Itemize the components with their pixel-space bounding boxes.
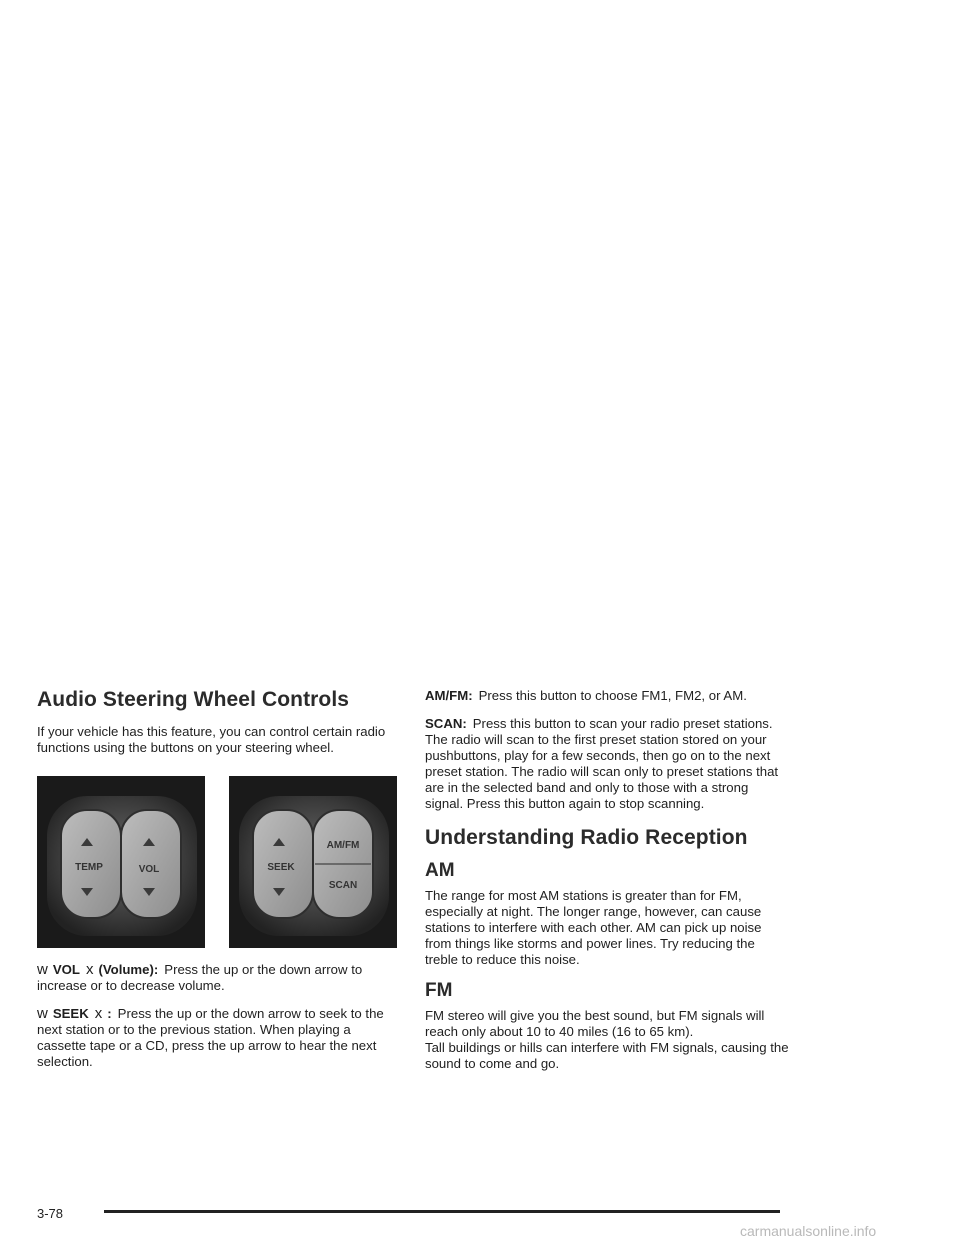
up-arrow-icon: w: [37, 1005, 48, 1022]
footer-rule: [104, 1210, 780, 1213]
right-column: [425, 688, 790, 1072]
scan-text: Press this button to scan your radio preset stations. The radio will scan to the first preset station stored on your pushbuttons, play for a few seconds, then go on to the next preset station. The radio will scan only to preset stations that are in the selected band and only to those with a strong signal. Press this button again to stop scanning.: [425, 716, 779, 811]
down-arrow-icon: x: [94, 1005, 103, 1022]
steering-control-photos: [37, 776, 397, 950]
vol-paragraph: [37, 962, 397, 994]
scan-label: SCAN: [328, 880, 358, 891]
intro-paragraph: If your vehicle has this feature, you can control certain radio functions using the buttons on your steering wheel.: [37, 724, 386, 755]
vol-label: VOL: [138, 864, 160, 875]
amfm-paragraph: [425, 688, 790, 704]
am-paragraph: The range for most AM stations is greater than for FM, especially at night. The longer range, however, can cause stations to interfere with each other. AM can pick up noise from things like storms and power lines. Try reducing the treble to reduce this noise.: [425, 888, 762, 967]
up-arrow-icon: w: [37, 961, 48, 978]
page-number: 3-78: [37, 1206, 64, 1221]
seek-lead: SEEK: [52, 1006, 89, 1021]
temp-vol-controls-photo: [37, 776, 205, 948]
fm-paragraph: [425, 1008, 790, 1072]
left-column: [37, 688, 397, 1082]
temp-label: TEMP: [75, 862, 103, 873]
vol-paren: (Volume):: [98, 962, 159, 977]
section-title: Audio Steering Wheel Controls: [37, 688, 350, 711]
reception-title: Understanding Radio Reception: [425, 826, 748, 849]
watermark: carmanualsonline.info: [740, 1223, 877, 1239]
down-arrow-icon: x: [85, 961, 94, 978]
scan-lead: SCAN:: [425, 716, 467, 731]
fm-text: FM stereo will give you the best sound, but FM signals will reach only about 10 to 40 miles (16 to 65 km).: [425, 1008, 765, 1039]
seek-text: Press the up or the down arrow to seek to the next station or to the previous station. When playing a cassette tape or a CD, press the up arrow to hear the next selection.: [37, 1006, 384, 1069]
vol-lead: VOL: [52, 962, 80, 977]
amfm-text: Press this button to choose FM1, FM2, or AM.: [478, 688, 747, 703]
vol-text: Press the up or the down arrow to increase or to decrease volume.: [37, 962, 363, 993]
fm-title: FM: [425, 980, 453, 1001]
scan-paragraph: [425, 716, 790, 812]
fm-text-2: Tall buildings or hills can interfere with FM signals, causing the sound to come and go.: [425, 1040, 789, 1071]
seek-amfm-scan-controls-photo: [229, 776, 397, 948]
amfm-lead: AM/FM:: [425, 688, 473, 703]
seek-paragraph: [37, 1006, 397, 1070]
seek-label: SEEK: [267, 862, 295, 873]
seek-colon: :: [107, 1006, 112, 1021]
amfm-label: AM/FM: [326, 840, 360, 851]
am-title: AM: [425, 860, 455, 881]
